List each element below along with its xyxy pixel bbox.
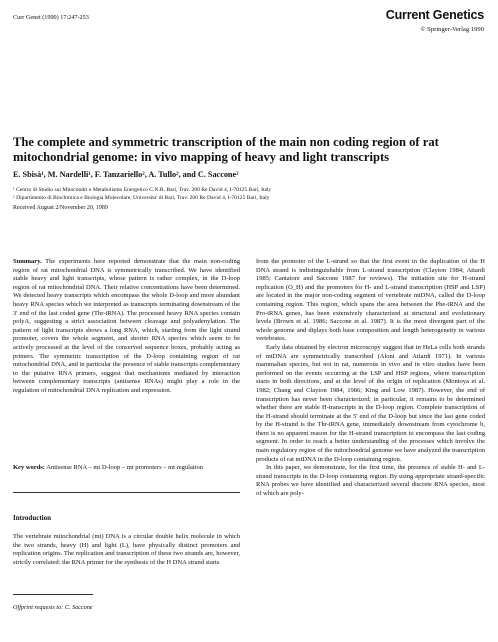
summary-label: Summary. (13, 258, 42, 265)
title-line-1: The complete and symmetric transcription of the main non coding region of rat (13, 135, 439, 149)
affiliations (13, 186, 493, 202)
received-date: Received August 2/November 20, 1989 (13, 205, 108, 211)
author-list: E. Sbisà¹, M. Nardelli¹, F. Tanzariello², A. Tullo², and C. Saccone² (13, 170, 239, 179)
journal-citation: Curr Genet (1990) 17:247-253 (13, 14, 89, 21)
affiliation-2: ² Dipartimento di Biochimica e Biologia Molecolare, Universita' di Bari, Trav. 200 Re David 4, I-70125 Bari, Italy (13, 195, 270, 201)
introduction-heading: Introduction (13, 514, 51, 522)
keywords-label: Key words: (13, 464, 45, 471)
journal-name: Current Genetics (385, 8, 484, 22)
summary-text: The experiments here reported demonstrate that the main non-coding region of rat mitochondrial DNA is symmetrically transcribed. We have identified stable heavy and light transcripts, whose pattern is rather complex, in the D-loop region of rat mitochondrial DNA. Their relative concentrations have been determined. We detected heavy transcripts which encompass the whole D-loop and more abundant heavy RNA species which we interpreted as transcripts terminating downstream of the 3' end of the last coded gene (Thr-tRNA). The processed heavy RNA species contain polyA, suggesting a strict association between cleavage and polyadenylation. The pattern of light transcripts shows a long RNA, which, starting from the light strand promoter, covers the whole segment, and shorter RNA species which seem to be actively processed at the level of the conserved sequence boxes, probably acting as primers. The symmetric transcription of the D-loop containing region of rat mitochondrial DNA, and in particular the presence of stable transcripts complementary to the putative RNA primers, suggest that mechanisms mediated by interaction between complementary transcripts (antisense RNAs) might play a role in the regulation of mitochondrial DNA replication and expression. (13, 258, 240, 394)
summary-section (13, 258, 240, 396)
right-paragraph-2: Early data obtained by electron microscopy suggest that in HeLa cells both strands of mtDNA are symmetrically transcribed (Aloni and Attardi 1971). In various mammalian species, but not in rat, numerous in vivo and in vitro studies have been performed on the events occurring at the LSP and HSP regions, where transcription starts in both directions, and at the level of the origin of replication (Montoya et al. 1982; Chang and Clayton 1984, 1986; King and Low 1987). However, the end of transcription has never been characterized; in particular, it remains to be determined whether there are stable H-transcripts in the D-loop region. Complete transcription of the H-strand should terminate at the 5' end of the D-loop but since the last gene coded by the H-strand is the Thr-tRNA gene, immediately downstream from cytochrome b, there is no apparent reason for the H-strand transcription to encompass the last coding segment. In order to reach a better understanding of the processes which involve the main regulatory region of the mitochondrial genome we have analyzed the transcription products of rat mtDNA in the D-loop containing region. (256, 343, 485, 463)
introduction-text: The vertebrate mitochondrial (mt) DNA is a circular double helix molecule in which the two strands, heavy (H) and light (L), have physically distinct promoters and replication origins. The replication and transcription of these two strands are, however, strictly correlated: the RNA primer for the synthesis of the H DNA strand starts (13, 533, 240, 566)
footnote-divider (13, 594, 93, 595)
offprint-footnote: Offprint requests to: C. Saccone (13, 604, 93, 611)
copyright-notice: © Springer-Verlag 1990 (420, 26, 484, 33)
title-line-2: mitochondrial genome: in vivo mapping of heavy and light transcripts (13, 150, 390, 164)
keywords-section (13, 464, 240, 473)
right-column (256, 258, 485, 499)
right-paragraph-1: from the promoter of the L-strand so that the first event in the duplication of the H DNA strand is indistinguishable from L-strand transcription (Clayton 1984; Attardi 1985; Cantatore and Saccone 1987 for reviews). The initiation site for H-strand replication (O_H) and the promoters for H- and L-strand transcription (HSP and LSP) are located in the major non-coding segment of vertebrate mtDNA, called the D-loop containing region. This region, which spans the area between the Phe-tRNA and the Pro-tRNA genes, has been extensively characterized at structural and evolutionary levels (Brown et al. 1986; Saccone et al. 1987). It is the most divergent part of the whole genome and diplays both base composition and length heterogeneity in various vertebrates. (256, 258, 485, 343)
keywords-text: Antisense RNA – mt D-loop – mt promoters – mt regulation (46, 464, 203, 471)
right-paragraph-3: In this paper, we demonstrate, for the first time, the presence of stable H- and L-strand transcripts in the D-loop containing region. By using appropriate strand-specific RNA probes we have identified and characterized several discrete RNA species, most of which are poly- (256, 464, 485, 498)
affiliation-1: ¹ Centro di Studio sui Mitocondri e Metabolismo Energetico C.N.R. Bari, Trav. 200 Re David 4, I-70125 Bari, Italy (13, 187, 272, 193)
section-divider (13, 492, 240, 493)
article-title (13, 135, 483, 165)
